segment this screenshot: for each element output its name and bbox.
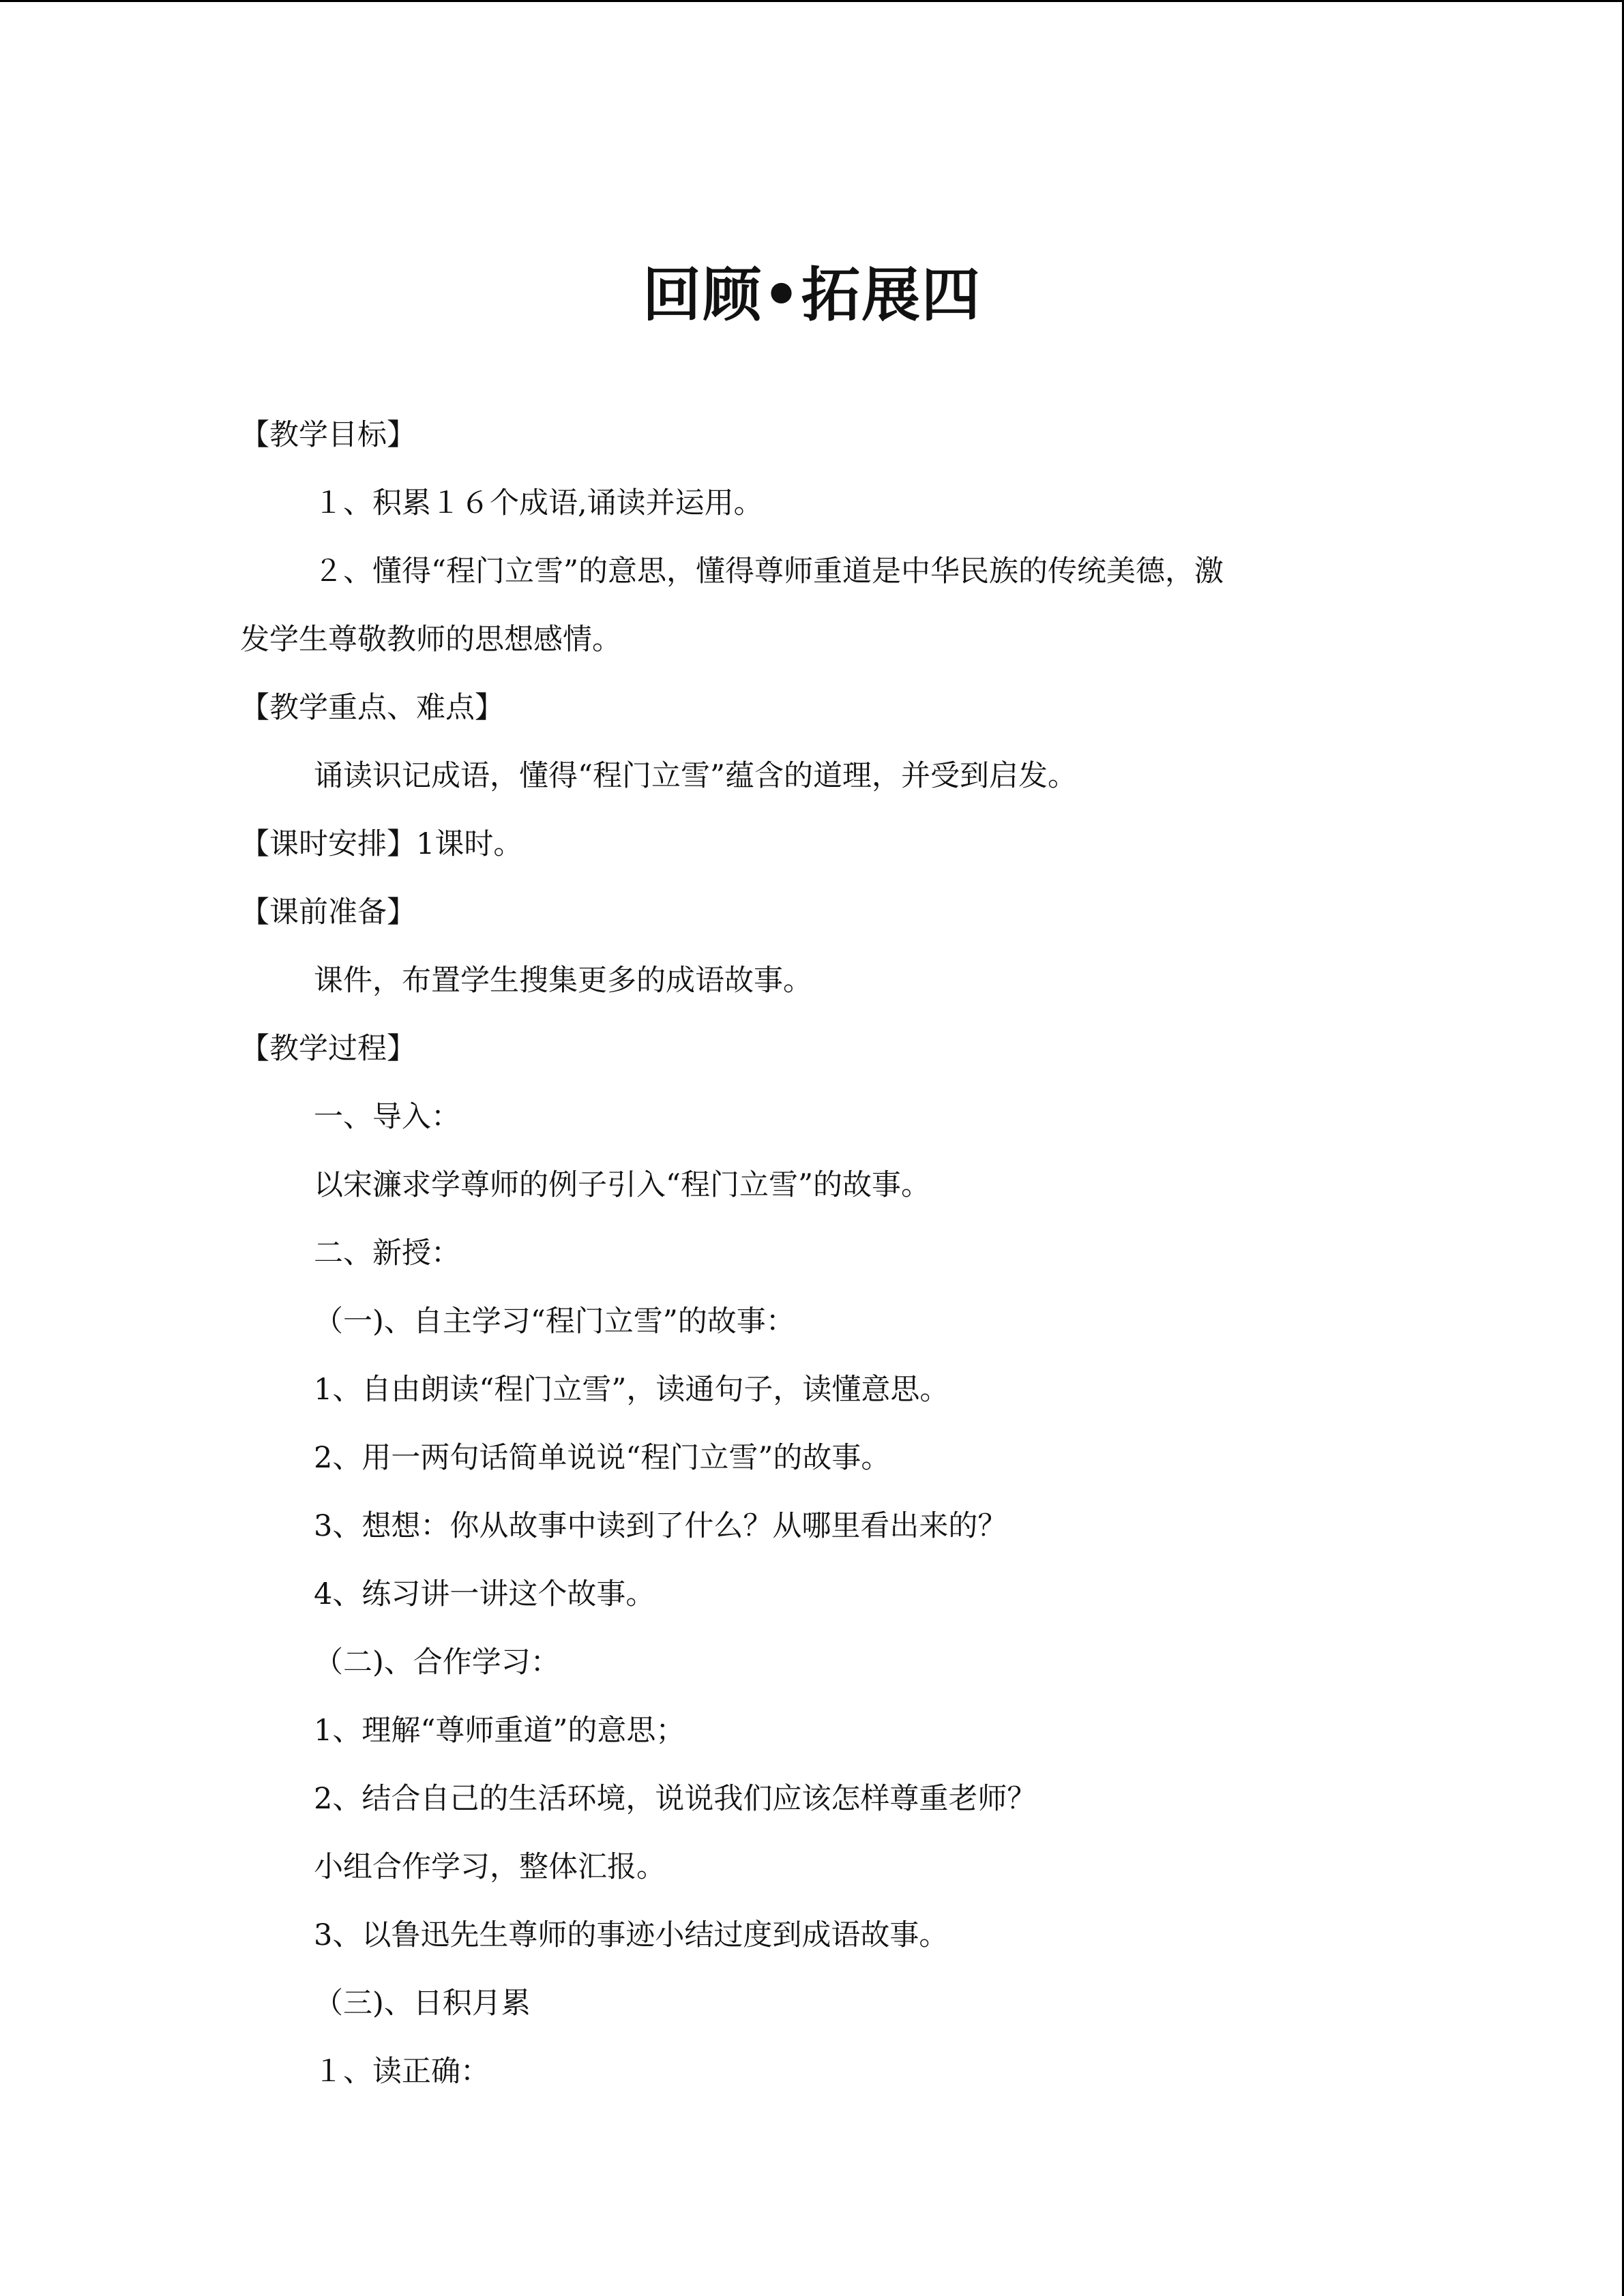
section-heading-key-points: 【教学重点、难点】	[240, 691, 504, 725]
section-heading-schedule: 【课时安排】1课时。	[240, 827, 523, 861]
text-line: 诵读识记成语，懂得“程门立雪”蕴含的道理，并受到启发。	[314, 759, 1077, 793]
text-line: （一)、自主学习“程门立雪”的故事：	[314, 1304, 795, 1339]
text-line: （二)、合作学习：	[314, 1645, 560, 1680]
text-line: （三)、日积月累	[314, 1986, 531, 2021]
text-line: 4、练习讲一讲这个故事。	[314, 1577, 655, 1611]
section-heading-objectives: 【教学目标】	[240, 418, 416, 452]
text-line: １、读正确：	[314, 2055, 490, 2089]
text-line: 2、结合自己的生活环境，说说我们应该怎样尊重老师？	[314, 1782, 1037, 1816]
text-line: 3、想想：你从故事中读到了什么？从哪里看出来的？	[314, 1509, 1007, 1543]
text-line: １、积累１６个成语,诵读并运用。	[314, 486, 763, 520]
text-line: 1、自由朗读“程门立雪”，读通句子，读懂意思。	[314, 1373, 949, 1407]
text-line: 二、新授：	[314, 1236, 460, 1270]
text-line: 一、导入：	[314, 1100, 460, 1134]
document-title: 回顾•拓展四	[643, 261, 981, 329]
section-heading-preparation: 【课前准备】	[240, 895, 416, 929]
text-line: 以宋濂求学尊师的例子引入“程门立雪”的故事。	[314, 1168, 930, 1202]
text-line: 发学生尊敬教师的思想感情。	[240, 623, 621, 657]
text-line: 2、用一两句话简单说说“程门立雪”的故事。	[314, 1441, 891, 1475]
text-line: 3、以鲁迅先生尊师的事迹小结过度到成语故事。	[314, 1918, 949, 1952]
text-line: 1、理解“尊师重道”的意思；	[314, 1714, 685, 1748]
text-line: ２、懂得“程门立雪”的意思，懂得尊师重道是中华民族的传统美德，激	[314, 554, 1224, 588]
section-heading-process: 【教学过程】	[240, 1032, 416, 1066]
text-line: 小组合作学习，整体汇报。	[314, 1850, 666, 1884]
text-line: 课件，布置学生搜集更多的成语故事。	[314, 964, 812, 998]
